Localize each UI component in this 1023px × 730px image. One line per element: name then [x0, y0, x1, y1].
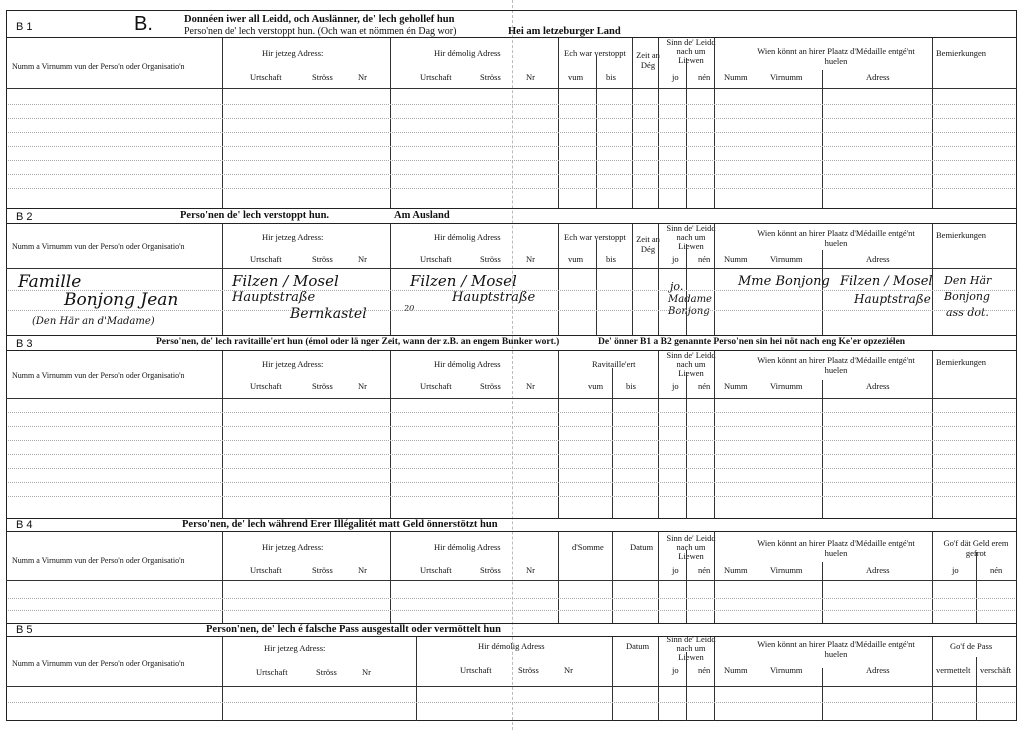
entry-current-line2: Hauptstraße: [232, 290, 316, 305]
row-rule: [6, 208, 1017, 209]
column-rule: [416, 637, 417, 721]
header-name: Numm a Virnumm vun der Perso'n oder Organisatio'n: [12, 556, 185, 565]
header-current-address: Hir jetzeg Adress:: [262, 542, 324, 552]
column-rule: [686, 550, 687, 623]
column-rule: [390, 351, 391, 518]
header-yes: jo: [672, 565, 679, 575]
header-street: Ströss: [312, 254, 333, 264]
header-alive: Sinn de' Leidd nach um Liewen: [666, 223, 716, 251]
header-medal: Wien könnt an hirer Plaatz d'Médaille entgé'nt huelen: [757, 46, 915, 66]
header-street: Ströss: [312, 381, 333, 391]
section-title: Perso'nen de' lech verstoppt hun.: [180, 210, 330, 221]
header-no: nén: [698, 565, 711, 575]
dotted-rule: [8, 598, 1015, 599]
header-remarks: Bemierkungen: [936, 230, 987, 240]
header-medal-firstname: Virnumm: [770, 565, 803, 575]
column-rule: [714, 351, 715, 518]
header-medal-address: Adress: [866, 565, 890, 575]
dotted-rule: [8, 188, 1015, 189]
header-street: Ströss: [480, 72, 501, 82]
dotted-rule: [8, 454, 1015, 455]
header-from: vum: [588, 381, 604, 391]
header-town: Urtschaft: [420, 254, 452, 264]
column-rule: [612, 637, 613, 721]
header-nr: Nr: [358, 381, 367, 391]
header-street: Ströss: [480, 565, 501, 575]
header-street: Ströss: [312, 565, 333, 575]
column-rule: [932, 351, 933, 518]
column-rule: [222, 637, 223, 721]
header-time: Zeit an Dég: [636, 50, 660, 70]
column-rule: [222, 38, 223, 208]
header-from: vum: [568, 72, 584, 82]
entry-former-line1: Filzen / Mosel: [410, 272, 517, 290]
header-medal-address: Adress: [866, 254, 890, 264]
header-no: nén: [990, 565, 1003, 575]
column-rule: [714, 38, 715, 208]
entry-alive-line3: Bonjong: [668, 306, 710, 317]
header-town: Urtschaft: [420, 381, 452, 391]
header-medal-firstname: Virnumm: [770, 254, 803, 264]
header-name: Numm a Virnumm vun der Perso'n oder Organisatio'n: [12, 242, 185, 251]
section-title-bar: [6, 10, 1017, 38]
column-rule: [686, 652, 687, 721]
header-medal-name: Numm: [724, 72, 748, 82]
section-title-right: Am Ausland: [394, 210, 450, 221]
header-to: bis: [606, 254, 616, 264]
header-former-address: Hir démolig Adress: [478, 641, 545, 651]
section-letter: B.: [134, 13, 153, 35]
header-nr: Nr: [526, 565, 535, 575]
dotted-rule: [8, 132, 1015, 133]
header-street: Ströss: [480, 254, 501, 264]
dotted-rule: [8, 702, 1015, 703]
column-rule: [932, 637, 933, 721]
entry-current-nr: 20: [404, 304, 415, 313]
header-time: Zeit an Dég: [636, 234, 660, 254]
header-name: Numm a Virnumm vun der Perso'n oder Organisatio'n: [12, 62, 185, 71]
section-b5: [6, 623, 1017, 721]
header-street: Ströss: [312, 72, 333, 82]
header-date: Datum: [626, 641, 650, 651]
header-alive: Sinn de' Leidd nach um Liewen: [666, 37, 716, 65]
row-rule: [6, 88, 1017, 89]
header-nr: Nr: [526, 381, 535, 391]
column-rule: [390, 224, 391, 335]
header-alive: Sinn de' Leidd nach um Liewen: [666, 533, 716, 561]
header-medal: Wien könnt an hirer Plaatz d'Médaille entgé'nt huelen: [757, 228, 915, 248]
section-title: Perso'nen, de' lech während Erer Illégalitét matt Geld önnerstötzt hun: [182, 519, 498, 530]
section-title-bar: [6, 208, 1017, 224]
header-yes: jo: [672, 381, 679, 391]
entry-name-line2: Bonjong Jean: [64, 290, 179, 310]
section-code: B 1: [16, 21, 33, 33]
header-to: bis: [626, 381, 636, 391]
entry-current-line3: Bernkastel: [290, 306, 367, 322]
header-nr: Nr: [564, 665, 573, 675]
header-no: nén: [698, 254, 711, 264]
section-title-right: Hei am letzeburger Land: [508, 26, 621, 37]
header-to: bis: [606, 72, 616, 82]
section-b4: [6, 518, 1017, 623]
dotted-rule: [8, 440, 1015, 441]
section-title-right: De' önner B1 a B2 genannte Perso'nen sin hei nöt nach eng Ke'er opzeziélen: [598, 337, 906, 347]
section-b1: [6, 10, 1017, 208]
header-medal-firstname: Virnumm: [770, 381, 803, 391]
header-current-address: Hir jetzeg Adress:: [264, 643, 326, 653]
row-rule: [6, 623, 1017, 624]
header-date: Datum: [630, 542, 654, 552]
header-nr: Nr: [526, 72, 535, 82]
dotted-rule: [8, 482, 1015, 483]
row-rule: [6, 580, 1017, 581]
dotted-rule: [8, 104, 1015, 105]
header-yes: jo: [672, 254, 679, 264]
header-remarks: Bemierkungen: [936, 48, 987, 58]
row-rule: [6, 398, 1017, 399]
column-rule: [658, 38, 659, 208]
column-rule: [658, 224, 659, 335]
dotted-rule: [8, 468, 1015, 469]
header-medal-name: Numm: [724, 254, 748, 264]
column-rule: [822, 250, 823, 335]
column-rule: [632, 38, 633, 208]
dotted-rule: [8, 496, 1015, 497]
header-medal: Wien könnt an hirer Plaatz d'Médaille entgé'nt huelen: [757, 639, 915, 659]
section-b2: [6, 208, 1017, 335]
entry-medal-address-line2: Hauptstraße: [854, 292, 931, 306]
section-title-line2: Perso'nen de' lech verstoppt hun. (Och wan et nömmen én Dag wor): [184, 26, 457, 37]
entry-name-line1: Famille: [18, 272, 82, 292]
header-nr: Nr: [362, 667, 371, 677]
header-no: nén: [698, 665, 711, 675]
column-rule: [714, 224, 715, 335]
section-code: B 5: [16, 624, 33, 636]
header-medal-firstname: Virnumm: [770, 665, 803, 675]
entry-remark-line1: Den Här: [944, 274, 992, 287]
header-passport: Go'f de Pass: [950, 641, 993, 651]
header-pass-made: verschäft: [980, 665, 1012, 675]
entry-current-line1: Filzen / Mosel: [232, 272, 339, 290]
column-rule: [632, 224, 633, 335]
column-rule: [822, 380, 823, 518]
header-former-address: Hir démolig Adress: [434, 359, 501, 369]
header-nr: Nr: [358, 72, 367, 82]
column-rule: [558, 224, 559, 335]
header-town: Urtschaft: [420, 72, 452, 82]
header-former-address: Hir démolig Adress: [434, 542, 501, 552]
header-alive: Sinn de' Leidd nach um Liewen: [666, 634, 716, 662]
dotted-rule: [8, 118, 1015, 119]
header-town: Urtschaft: [256, 667, 288, 677]
header-medal-firstname: Virnumm: [770, 72, 803, 82]
entry-alive-line1: jo.: [670, 280, 684, 293]
header-current-address: Hir jetzeg Adress:: [262, 48, 324, 58]
header-current-address: Hir jetzeg Adress:: [262, 359, 324, 369]
header-current-address: Hir jetzeg Adress:: [262, 232, 324, 242]
column-rule: [390, 38, 391, 208]
column-rule: [558, 351, 559, 518]
header-medal: Wien könnt an hirer Plaatz d'Médaille entgé'nt huelen: [757, 538, 915, 558]
header-from: vum: [568, 254, 584, 264]
section-code: B 2: [16, 211, 33, 223]
column-rule: [222, 351, 223, 518]
header-ravitailleert: Ravitaille'ert: [592, 359, 636, 369]
header-medal-address: Adress: [866, 381, 890, 391]
dotted-rule: [8, 426, 1015, 427]
header-hidden: Ech war verstoppt: [564, 48, 626, 58]
column-rule: [222, 224, 223, 335]
column-rule: [976, 657, 977, 721]
header-street: Ströss: [480, 381, 501, 391]
row-rule: [6, 335, 1017, 336]
entry-medal-name: Mme Bonjong: [738, 274, 830, 289]
entry-remark-line2: Bonjong: [944, 290, 990, 303]
dotted-rule: [8, 290, 1015, 291]
section-code: B 3: [16, 338, 33, 350]
header-yes: jo: [672, 72, 679, 82]
header-former-address: Hir démolig Adress: [434, 232, 501, 242]
dotted-rule: [8, 146, 1015, 147]
column-rule: [822, 562, 823, 623]
column-rule: [558, 38, 559, 208]
header-town: Urtschaft: [250, 72, 282, 82]
row-rule: [6, 686, 1017, 687]
column-rule: [932, 38, 933, 208]
header-town: Urtschaft: [250, 254, 282, 264]
entry-alive-line2: Madame: [668, 294, 712, 305]
dotted-rule: [8, 160, 1015, 161]
header-name: Numm a Virnumm vun der Perso'n oder Organisatio'n: [12, 659, 185, 668]
header-yes: jo: [952, 565, 959, 575]
header-hidden: Ech war verstoppt: [564, 232, 626, 242]
dotted-rule: [8, 610, 1015, 611]
header-medal-name: Numm: [724, 665, 748, 675]
header-street: Ströss: [518, 665, 539, 675]
row-rule: [6, 268, 1017, 269]
header-remarks: Bemierkungen: [936, 357, 987, 367]
header-nr: Nr: [526, 254, 535, 264]
section-title: Person'nen, de' lech é falsche Pass ausgestallt oder vermöttelt hun: [206, 624, 501, 635]
column-rule: [596, 240, 597, 335]
header-money-asked: Go'f dät Geld erem gefrot: [943, 538, 1009, 558]
header-medal: Wien könnt an hirer Plaatz d'Médaille entgé'nt huelen: [757, 355, 915, 375]
header-no: nén: [698, 72, 711, 82]
entry-former-line2: Hauptstraße: [452, 290, 536, 305]
header-no: nén: [698, 381, 711, 391]
column-rule: [686, 58, 687, 208]
section-title-bar: [6, 518, 1017, 532]
dotted-rule: [8, 174, 1015, 175]
column-rule: [976, 552, 977, 623]
header-alive: Sinn de' Leidd nach um Liewen: [666, 350, 716, 378]
header-former-address: Hir démolig Adress: [434, 48, 501, 58]
column-rule: [658, 351, 659, 518]
header-medal-address: Adress: [866, 665, 890, 675]
header-town: Urtschaft: [250, 381, 282, 391]
dotted-rule: [8, 412, 1015, 413]
dotted-rule: [8, 310, 1015, 311]
header-town: Urtschaft: [420, 565, 452, 575]
entry-name-line3: (Den Här an d'Madame): [32, 316, 155, 327]
column-rule: [932, 224, 933, 335]
section-title-bar: [6, 335, 1017, 351]
section-title: Perso'nen, de' lech ravitaille'ert hun (émol oder lä nger Zeit, wann der z.B. an engem Bunker wort.): [156, 337, 560, 347]
header-town: Urtschaft: [460, 665, 492, 675]
header-medal-name: Numm: [724, 381, 748, 391]
row-rule: [6, 518, 1017, 519]
header-pass-given: vermettelt: [936, 665, 971, 675]
header-nr: Nr: [358, 565, 367, 575]
column-rule: [714, 637, 715, 721]
header-street: Ströss: [316, 667, 337, 677]
header-name: Numm a Virnumm vun der Perso'n oder Organisatio'n: [12, 371, 185, 380]
column-rule: [658, 637, 659, 721]
entry-medal-address-line1: Filzen / Mosel: [840, 274, 933, 289]
section-title-bar: [6, 623, 1017, 637]
header-sum: d'Somme: [572, 542, 604, 552]
section-code: B 4: [16, 519, 33, 531]
header-medal-name: Numm: [724, 565, 748, 575]
header-yes: jo: [672, 665, 679, 675]
column-rule: [822, 668, 823, 721]
header-medal-address: Adress: [866, 72, 890, 82]
header-nr: Nr: [358, 254, 367, 264]
section-title-line1: Donnéen iwer all Leidd, och Auslänner, de' lech gehollef hun: [184, 14, 455, 25]
header-town: Urtschaft: [250, 565, 282, 575]
entry-remark-line3: ass dot.: [946, 306, 989, 319]
